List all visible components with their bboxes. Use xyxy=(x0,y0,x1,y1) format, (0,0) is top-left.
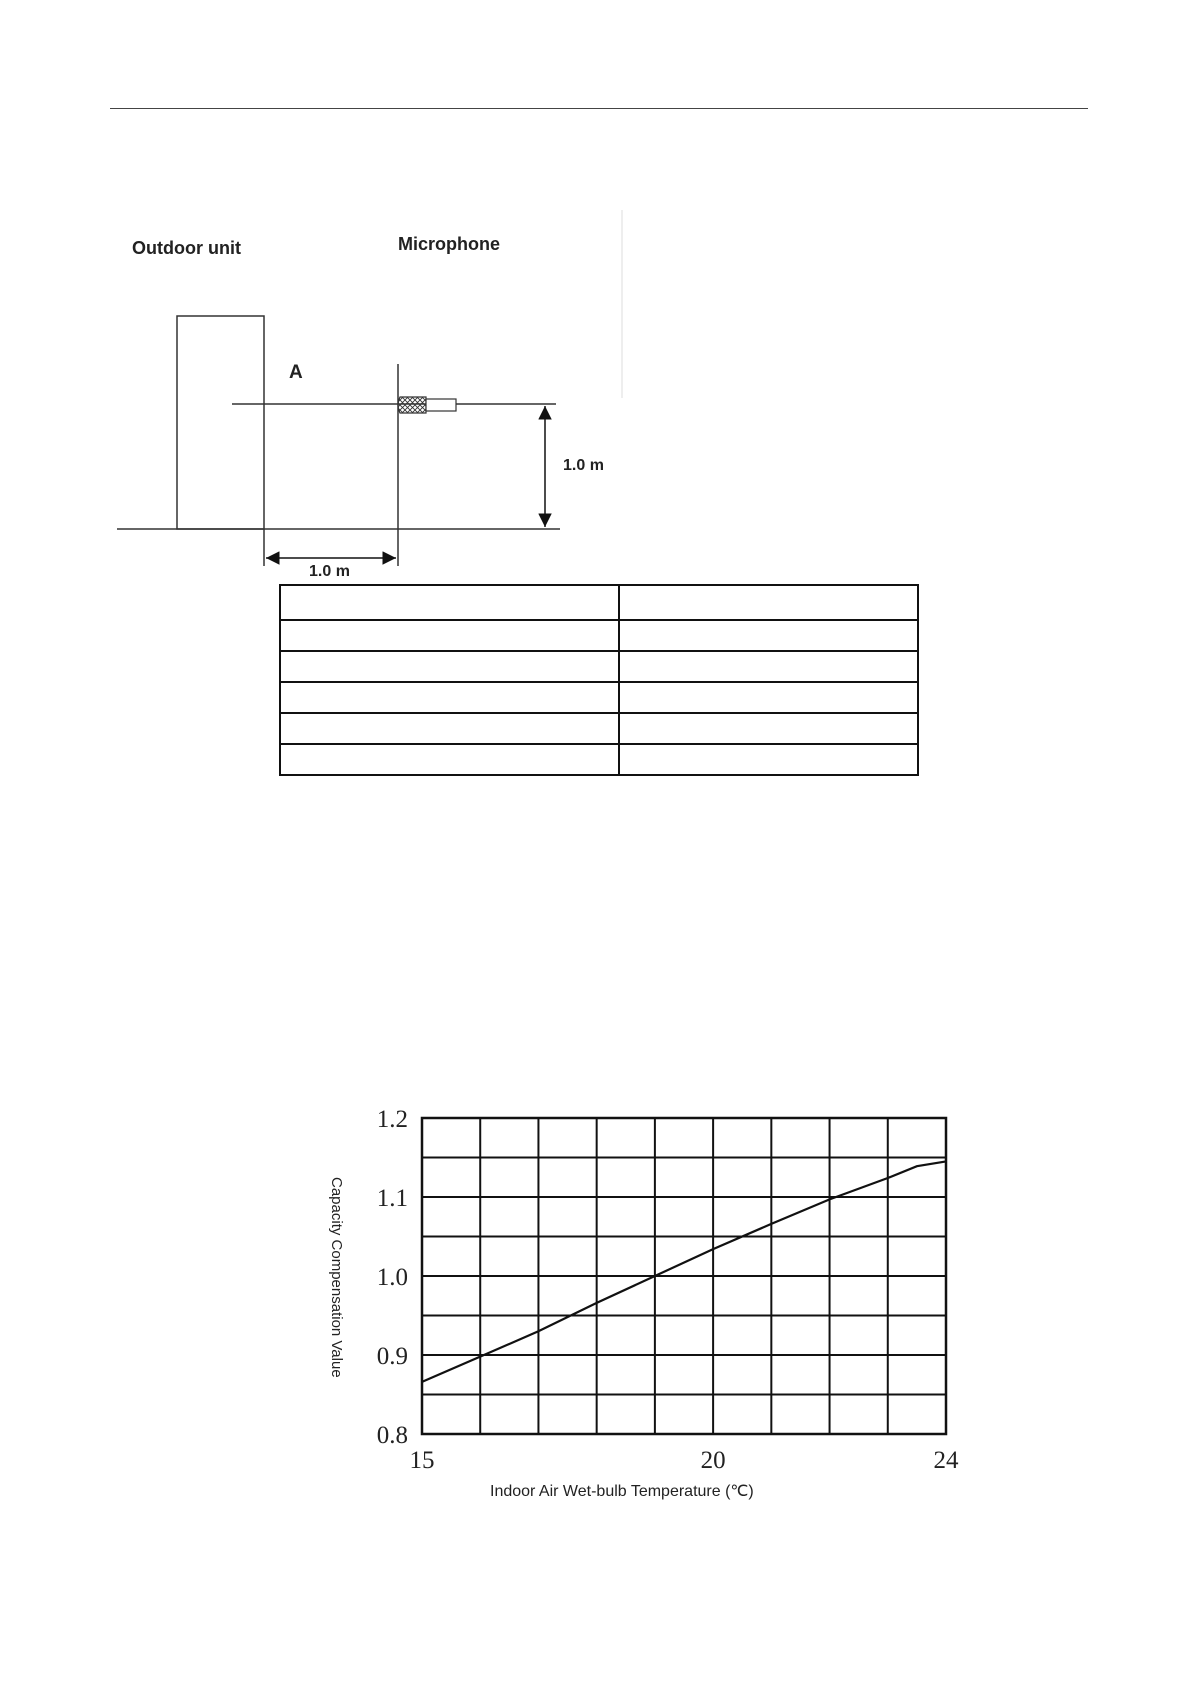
table-row xyxy=(280,713,918,744)
table-cell xyxy=(280,682,619,713)
table-row xyxy=(280,620,918,651)
table-cell xyxy=(619,713,918,744)
x-tick-label: 20 xyxy=(700,1447,726,1474)
table-cell xyxy=(280,744,619,775)
table-cell xyxy=(280,620,619,651)
table-row xyxy=(280,651,918,682)
series-line xyxy=(422,1161,946,1382)
outdoor-unit-label: Outdoor unit xyxy=(132,238,241,258)
measurement-diagram xyxy=(0,0,1190,600)
x-tick-label: 15 xyxy=(409,1447,435,1474)
table-cell xyxy=(619,651,918,682)
table-cell xyxy=(280,585,619,620)
table-cell xyxy=(619,682,918,713)
table-cell xyxy=(280,713,619,744)
table-cell xyxy=(619,620,918,651)
y-tick-label: 1.1 xyxy=(376,1185,408,1212)
y-tick-label: 1.0 xyxy=(376,1264,408,1291)
microphone-handle xyxy=(426,399,456,411)
table-cell xyxy=(619,744,918,775)
data-table xyxy=(279,584,919,776)
point-a-label: A xyxy=(289,362,303,383)
y-tick-label: 0.9 xyxy=(376,1343,408,1370)
microphone-label: Microphone xyxy=(398,234,500,254)
y-tick-label: 0.8 xyxy=(376,1422,408,1449)
microphone-icon xyxy=(398,397,426,413)
x-axis-label: Indoor Air Wet-bulb Temperature (℃) xyxy=(490,1483,754,1500)
chart-plot-border xyxy=(422,1118,946,1434)
table-cell xyxy=(280,651,619,682)
vertical-distance-label: 1.0 m xyxy=(563,457,604,474)
table-row xyxy=(280,682,918,713)
horizontal-distance-label: 1.0 m xyxy=(309,563,350,580)
table-row xyxy=(280,744,918,775)
y-tick-label: 1.2 xyxy=(376,1106,408,1133)
table-cell xyxy=(619,585,918,620)
x-tick-label: 24 xyxy=(933,1447,959,1474)
outdoor-unit-box xyxy=(177,316,264,529)
y-axis-label: Capacity Compensation Value xyxy=(328,1177,345,1378)
table-row xyxy=(280,585,918,620)
